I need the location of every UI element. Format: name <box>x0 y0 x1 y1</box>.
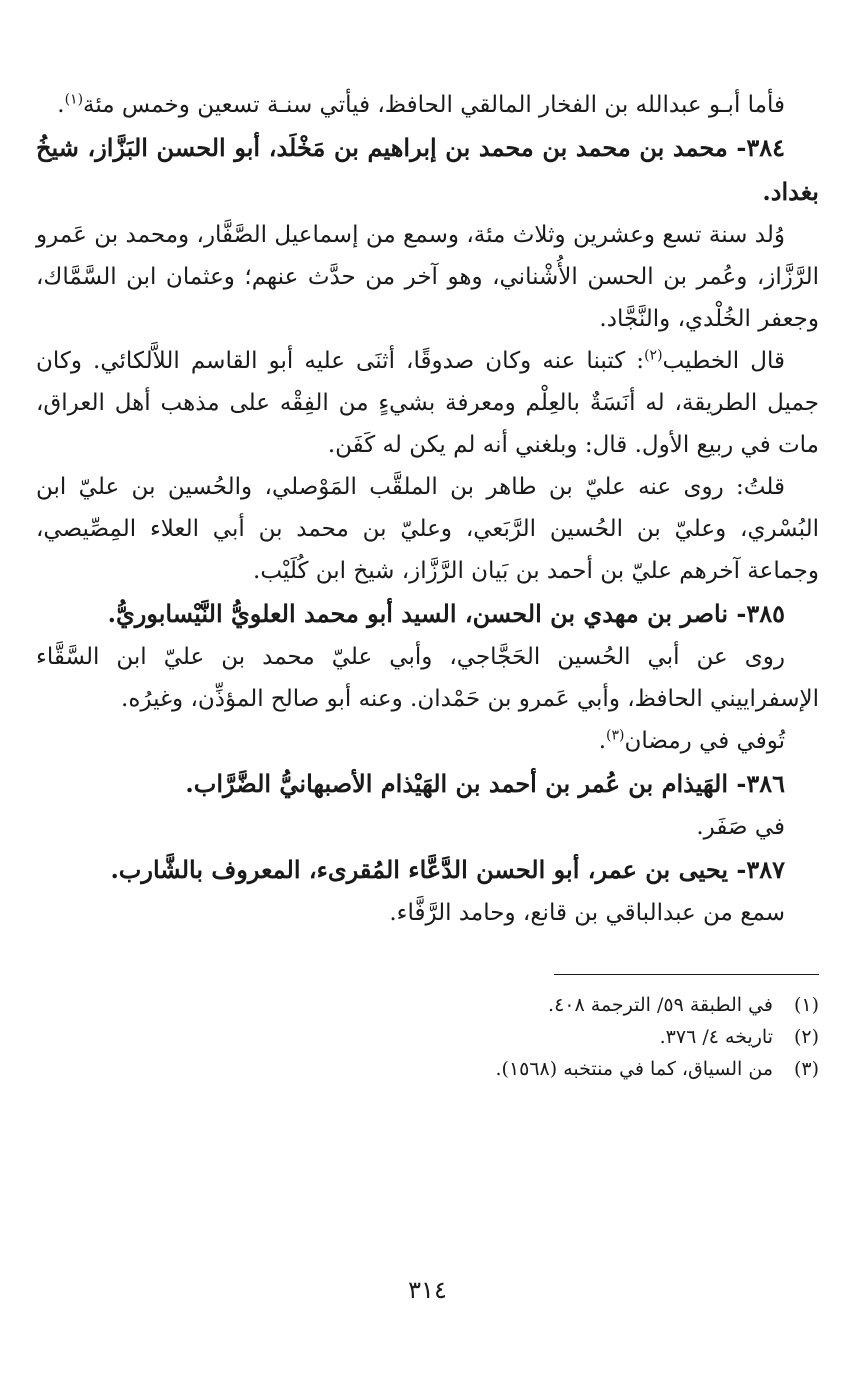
paragraph: قال الخطيب$^{(٢)}$: كتبنا عنه وكان صدوقًا، أثنَى عليه أبو القاسم اللاَّلكائي. وكان جميل الطريقة، له أنَسَةٌ بالعِلْم ومعرفة بشيءٍ من الفِقْه على مذهب أهل العراق، مات في ربيع الأول. قال: وبلغني أنه لم يكن له كَفَن. <box>36 347 819 458</box>
footnote-number: (٣) <box>793 1058 819 1080</box>
paragraph: سمع من عبدالباقي بن قانع، وحامد الرَّفَّاء. <box>389 900 785 926</box>
footnote-ref[interactable]: (٢) <box>644 347 663 364</box>
footnote-divider <box>554 974 819 975</box>
paragraph: تُوفي في رمضان$^{(٣)}$. <box>598 727 785 754</box>
footnote-ref[interactable]: (٣) <box>606 727 625 744</box>
main-text <box>36 84 819 934</box>
paragraph: وُلد سنة تسع وعشرين وثلاث مئة، وسمع من إسماعيل الصَّفَّار، ومحمد بن عَمرو الرَّزَّاز، وعُمر بن الحسن الأُشْناني، وهو آخر من حدَّث عنهم؛ وعثمان ابن السَّمَّاك، وجعفر الخُلْدي، والنَّجَّاد. <box>36 222 819 332</box>
footnote <box>36 1021 819 1053</box>
footnote-text: من السياق، كما في منتخبه (١٥٦٨). <box>495 1058 773 1080</box>
entry-heading-386: ٣٨٦- الهَيذام بن عُمر بن أحمد بن الهَيْذام الأصبهانيُّ الضَّرَّاب. <box>185 769 785 798</box>
footnote-text: في الطبقة ٥٩/ الترجمة ٤٠٨. <box>548 994 773 1016</box>
footnotes <box>36 989 819 1085</box>
footnote-number: (٢) <box>793 1026 819 1048</box>
page-number: ٣١٤ <box>408 1276 447 1304</box>
footnote <box>36 989 819 1021</box>
entry-heading-387: ٣٨٧- يحيى بن عمر، أبو الحسن الدَّعَّاء المُقرىء، المعروف بالشَّارب. <box>110 855 785 884</box>
footnote-text: تاريخه ٤/ ٣٧٦. <box>659 1026 773 1048</box>
paragraph: قلتُ: روى عنه عليّ بن طاهر بن الملقَّب المَوْصلي، والحُسين بن عليّ ابن البُسْري، وعليّ بن الحُسين الرَّبَعي، وعليّ بن محمد بن أبي العلاء المِصِّيصي، وجماعة آخرهم عليّ بن أحمد بن بَيان الرَّزَّاز، شيخ ابن كُلَيْب. <box>36 474 819 584</box>
footnote-number: (١) <box>793 994 819 1016</box>
paragraph: في صَفَر. <box>696 814 785 840</box>
entry-heading-385: ٣٨٥- ناصر بن مهدي بن الحسن، السيد أبو محمد العلويُّ النَّيْسابوريُّ. <box>107 599 785 628</box>
footnote <box>36 1053 819 1085</box>
paragraph: فأما أبـو عبدالله بن الفخار المالقي الحافظ، فيأتي سنـة تسعين وخمس مئة$^{(١)}$. <box>57 91 785 118</box>
paragraph: روى عن أبي الحُسين الحَجَّاجي، وأبي عليّ محمد بن عليّ ابن السَّقَّاء الإسفراييني الحافظ، وأبي عَمرو بن حَمْدان. وعنه أبو صالح المؤذِّن، وغيرُه. <box>36 644 819 712</box>
footnote-ref[interactable]: (١) <box>64 91 84 108</box>
entry-heading-384: ٣٨٤- محمد بن محمد بن محمد بن إبراهيم بن مَخْلَد، أبو الحسن البَزَّاز، شيخُ بغداد. <box>36 133 819 206</box>
